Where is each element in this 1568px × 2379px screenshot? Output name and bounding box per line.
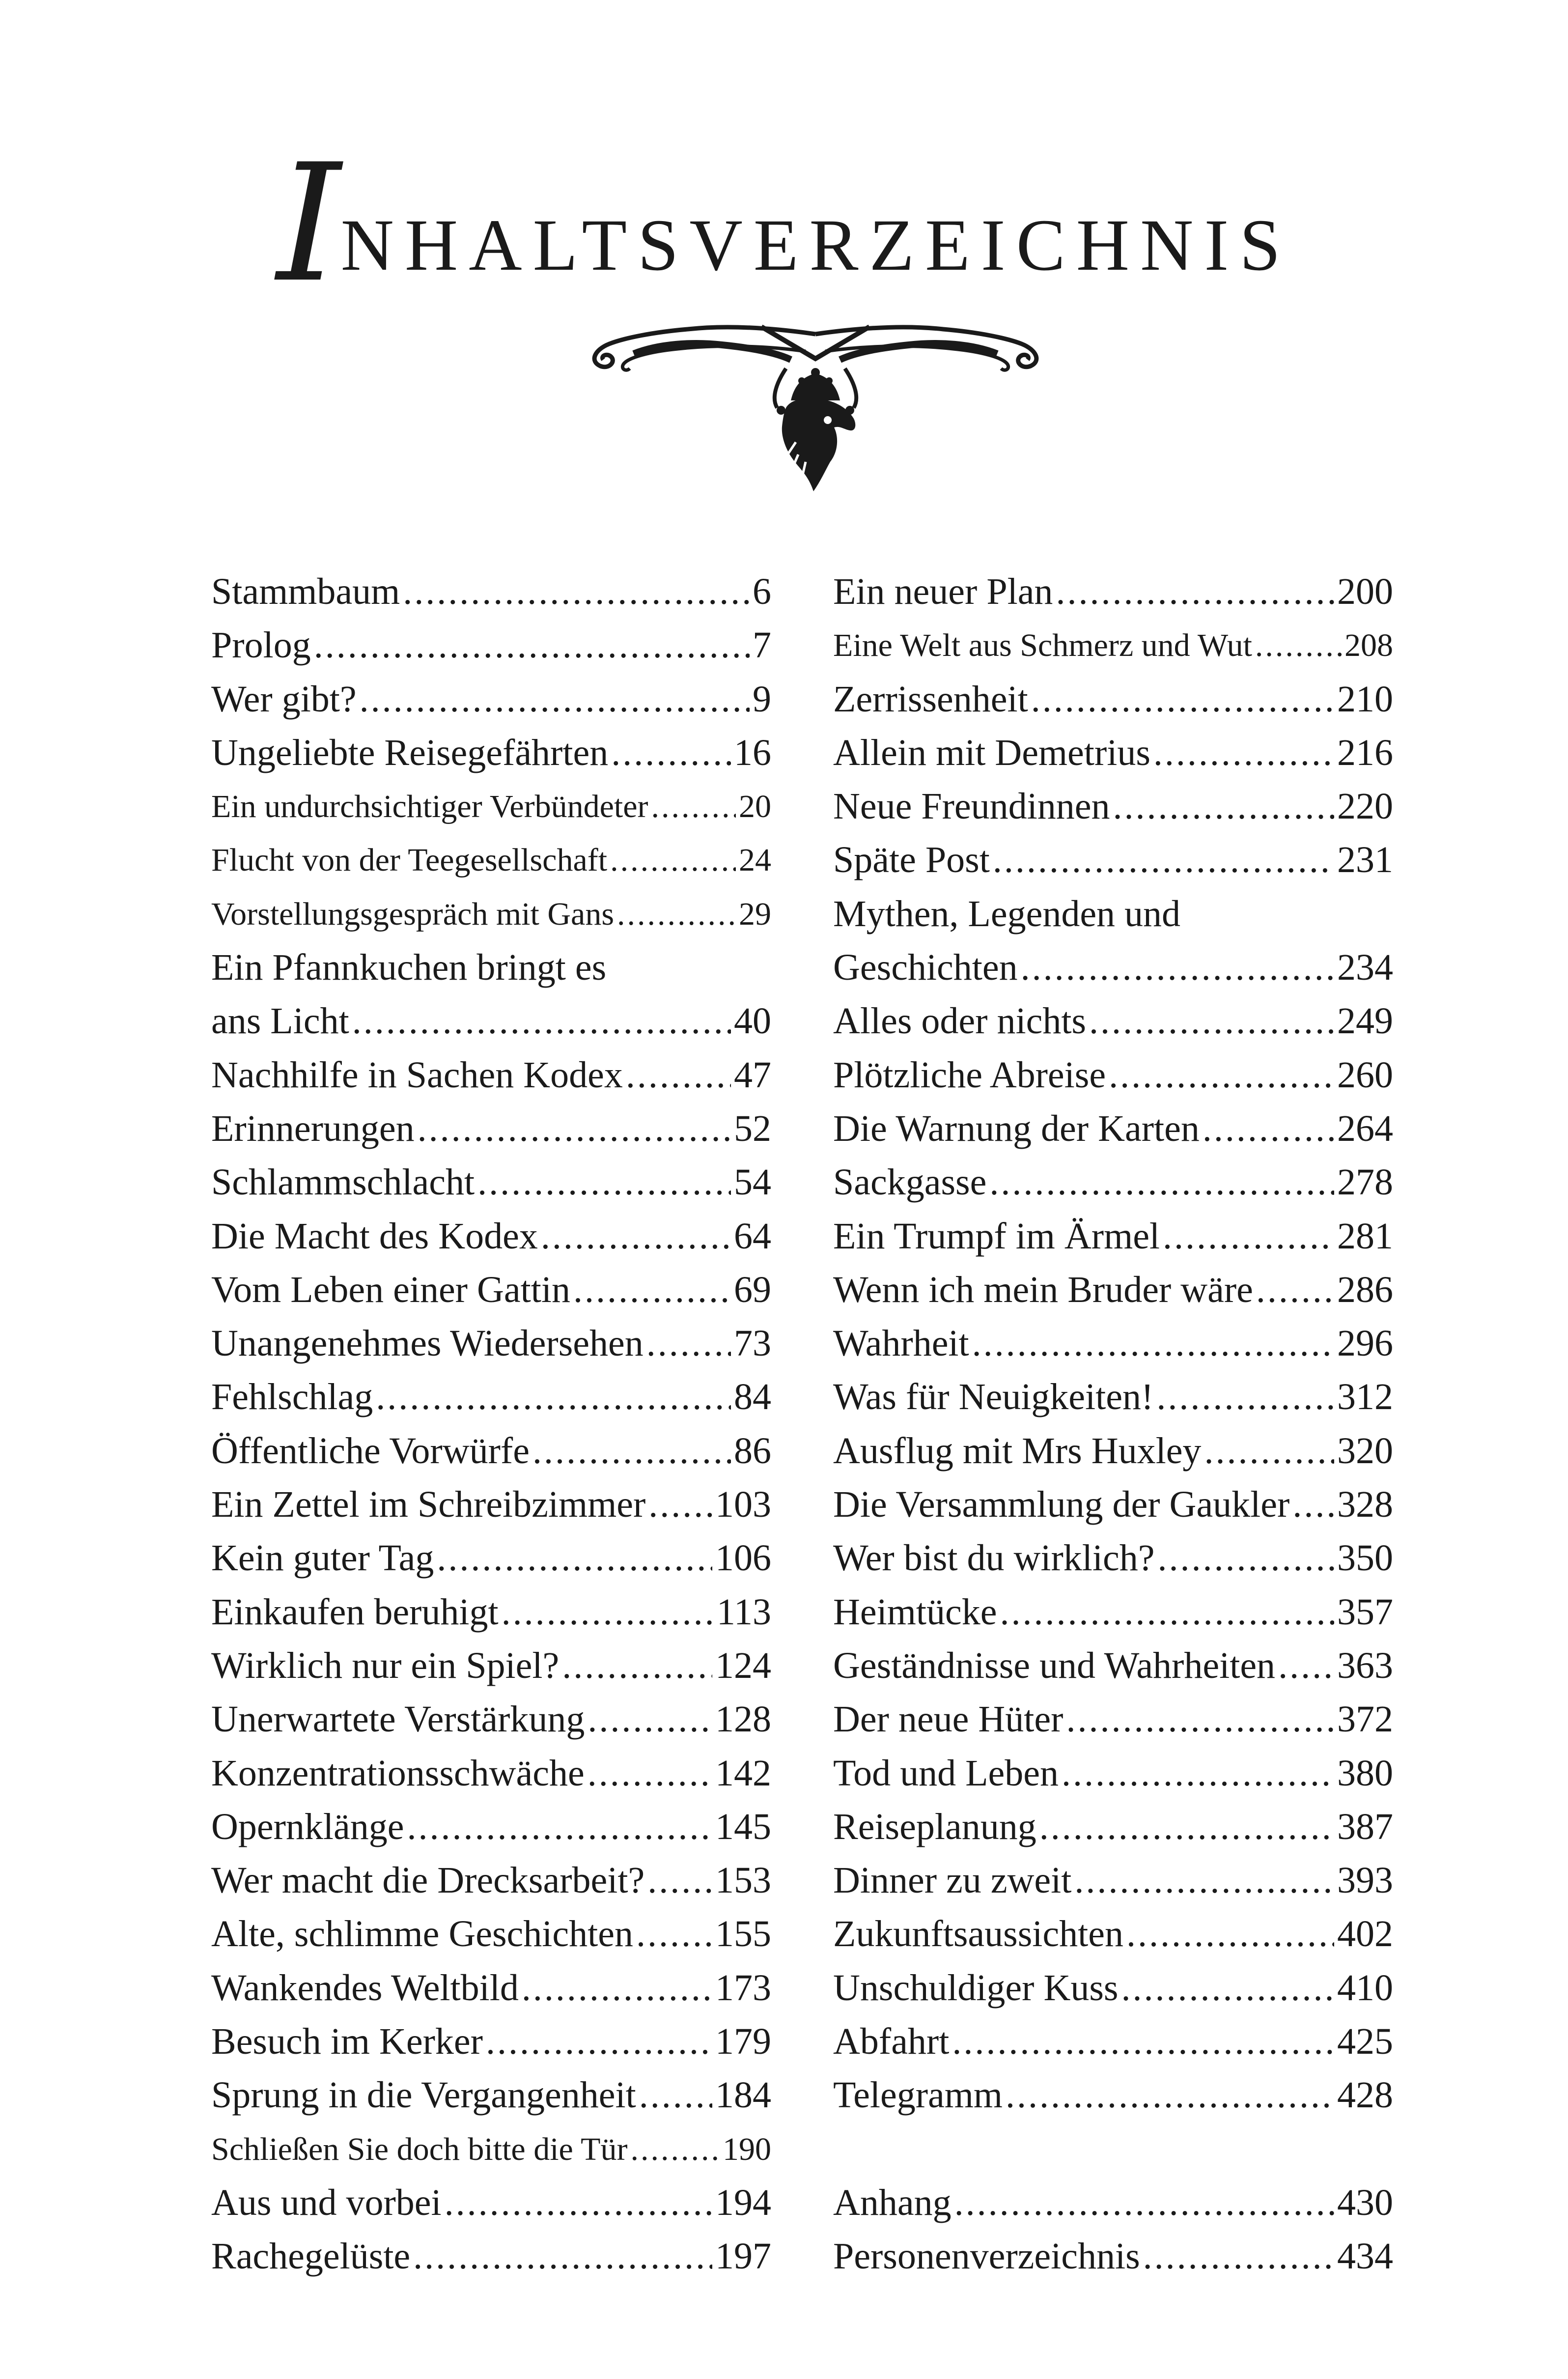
toc-entry-title: Unschuldiger Kuss	[833, 1967, 1119, 2009]
toc-dot-leader	[993, 833, 1334, 887]
toc-entry-page: 54	[734, 1161, 771, 1203]
toc-entry-page: 350	[1337, 1537, 1393, 1579]
toc-entry	[833, 1693, 1393, 1746]
toc-entry-page: 73	[734, 1323, 771, 1364]
toc-entry-page: 402	[1337, 1913, 1393, 1955]
toc-entry-title: Wer gibt?	[211, 678, 357, 720]
toc-entry-page: 281	[1337, 1215, 1393, 1257]
toc-entry	[211, 1210, 771, 1263]
toc-entry-title: Tod und Leben	[833, 1752, 1059, 1794]
toc-entry-page: 84	[734, 1376, 771, 1418]
toc-dot-leader	[360, 673, 750, 726]
title-rest: NHALTSVERZEICHNIS	[340, 204, 1291, 286]
toc-entry-title: Öffentliche Vorwürfe	[211, 1430, 530, 1472]
toc-entry	[833, 1156, 1393, 1209]
toc-entry-page: 210	[1337, 678, 1393, 720]
toc-entry	[211, 833, 771, 887]
toc-dot-leader	[1121, 1961, 1334, 2015]
toc-dot-leader	[610, 833, 736, 887]
toc-entry-page: 179	[715, 2021, 771, 2063]
toc-entry	[211, 1800, 771, 1854]
toc-entry-page: 393	[1337, 1860, 1393, 1901]
toc-dot-leader	[522, 1961, 712, 2015]
toc-dot-leader	[314, 619, 750, 672]
toc-entry	[211, 2123, 771, 2176]
toc-entry-title: Aus und vorbei	[211, 2181, 442, 2223]
toc-entry-title: Zukunftsaussichten	[833, 1913, 1124, 1955]
toc-entry	[833, 1800, 1393, 1854]
toc-entry-page: 29	[739, 896, 771, 932]
toc-entry-page: 328	[1337, 1484, 1393, 1526]
toc-entry-title: Besuch im Kerker	[211, 2021, 483, 2063]
toc-entry-title: Der neue Hüter	[833, 1699, 1064, 1740]
toc-entry-page: 216	[1337, 732, 1393, 773]
toc-entry	[833, 1586, 1393, 1639]
toc-dot-leader	[630, 2123, 720, 2176]
toc-entry-page: 220	[1337, 786, 1393, 827]
toc-entry-title: Wirklich nur ein Spiel?	[211, 1644, 560, 1686]
toc-entry-page: 363	[1337, 1644, 1393, 1686]
toc-entry-title: Schlammschlacht	[211, 1161, 475, 1203]
toc-dot-leader	[1021, 941, 1334, 994]
toc-entry-page: 153	[715, 1860, 771, 1901]
toc-entry-title: Sprung in die Vergangenheit	[211, 2074, 636, 2116]
toc-dot-leader	[972, 1317, 1334, 1370]
toc-entry-title: Ein neuer Plan	[833, 571, 1053, 612]
toc-dot-leader	[954, 2176, 1334, 2230]
toc-dot-leader	[1000, 1586, 1334, 1639]
toc-entry-title: Plötzliche Abreise	[833, 1054, 1106, 1096]
toc-entry	[833, 1747, 1393, 1800]
toc-entry-title: Ein Zettel im Schreibzimmer	[211, 1484, 646, 1526]
toc-entry	[211, 1478, 771, 1531]
toc-dot-leader	[532, 1424, 731, 1478]
toc-entry-title: Opernklänge	[211, 1806, 404, 1847]
toc-dot-leader	[413, 2230, 712, 2283]
toc-entry-page: 40	[734, 1000, 771, 1042]
toc-dot-leader	[626, 1048, 731, 1102]
toc-dot-leader	[1203, 1102, 1334, 1156]
toc-entry	[833, 887, 1393, 941]
toc-entry-page: 286	[1337, 1269, 1393, 1310]
toc-entry	[833, 1210, 1393, 1263]
toc-entry	[833, 2123, 1393, 2176]
toc-entry-page: 278	[1337, 1161, 1393, 1203]
toc-entry-title: Erinnerungen	[211, 1107, 415, 1149]
toc-entry	[211, 1639, 771, 1693]
toc-dot-leader	[1256, 1263, 1334, 1317]
toc-dot-leader	[403, 565, 750, 619]
toc-dot-leader	[952, 2015, 1334, 2068]
toc-entry-page: 128	[715, 1699, 771, 1740]
page-title	[0, 129, 1568, 318]
toc-dot-leader	[648, 1478, 712, 1531]
toc-entry-title: Wer bist du wirklich?	[833, 1537, 1155, 1579]
toc-entry-page: 234	[1337, 947, 1393, 989]
toc-entry	[833, 2176, 1393, 2230]
toc-entry-title: Ungeliebte Reisegefährten	[211, 732, 609, 773]
toc-entry	[211, 2068, 771, 2122]
toc-entry-title: Die Macht des Kodex	[211, 1215, 538, 1257]
toc-entry-title: Späte Post	[833, 839, 990, 881]
toc-entry	[211, 1693, 771, 1746]
toc-dot-leader	[418, 1102, 731, 1156]
toc-entry-page: 113	[716, 1591, 771, 1633]
toc-entry	[833, 1424, 1393, 1478]
toc-dot-leader	[588, 1747, 712, 1800]
toc-entry	[833, 1907, 1393, 1961]
toc-dot-leader	[1278, 1639, 1334, 1693]
toc-entry	[833, 1854, 1393, 1907]
toc-entry	[211, 1156, 771, 1209]
toc-dot-leader	[1204, 1424, 1334, 1478]
toc-dot-leader	[1126, 1907, 1334, 1961]
toc-entry-title: ans Licht	[211, 1000, 349, 1042]
toc-entry	[211, 1961, 771, 2015]
toc-entry	[833, 565, 1393, 619]
toc-right-column	[833, 565, 1393, 2284]
toc-entry	[211, 1048, 771, 1102]
toc-entry	[211, 2015, 771, 2068]
toc-entry-title: Heimtücke	[833, 1591, 997, 1633]
toc-dot-leader	[1006, 2068, 1334, 2122]
toc-entry-page: 260	[1337, 1054, 1393, 1096]
toc-dot-leader	[646, 1317, 731, 1370]
toc-dot-leader	[1255, 619, 1342, 672]
toc-entry-page: 47	[734, 1054, 771, 1096]
toc-entry	[211, 1102, 771, 1156]
toc-entry-page: 264	[1337, 1107, 1393, 1149]
eagle-crest-ornament-icon	[575, 314, 1056, 526]
toc-entry-page: 173	[715, 1967, 771, 2009]
toc-entry-title: Telegramm	[833, 2074, 1003, 2116]
toc-entry-page: 7	[753, 624, 771, 666]
toc-dot-leader	[639, 2068, 712, 2122]
toc-dot-leader	[647, 1854, 712, 1907]
toc-entry	[211, 1747, 771, 1800]
toc-entry-page: 64	[734, 1215, 771, 1257]
toc-entry	[211, 994, 771, 1048]
toc-entry-title: Abfahrt	[833, 2021, 950, 2063]
toc-entry	[833, 726, 1393, 780]
toc-dot-leader	[1031, 673, 1334, 726]
toc-dot-leader	[437, 1531, 712, 1585]
toc-entry-title: Zerrissenheit	[833, 678, 1028, 720]
toc-dot-leader	[502, 1586, 714, 1639]
toc-dot-leader	[611, 726, 731, 780]
toc-dot-leader	[1089, 994, 1334, 1048]
toc-entry-title: Schließen Sie doch bitte die Tür	[211, 2131, 628, 2167]
toc-entry-title: Fehlschlag	[211, 1376, 373, 1418]
toc-entry-title: Geschichten	[833, 947, 1018, 989]
toc-entry-page: 9	[753, 678, 771, 720]
toc-entry-page: 312	[1337, 1376, 1393, 1418]
toc-entry-page: 296	[1337, 1323, 1393, 1364]
toc-dot-leader	[1143, 2230, 1334, 2283]
toc-dot-leader	[588, 1693, 712, 1746]
toc-entry-page: 430	[1337, 2181, 1393, 2223]
toc-dot-leader	[486, 2015, 712, 2068]
toc-entry-title: Stammbaum	[211, 571, 400, 612]
toc-entry	[833, 1102, 1393, 1156]
toc-entry-title: Vorstellungsgespräch mit Gans	[211, 896, 615, 932]
toc-entry-title: Neue Freundinnen	[833, 786, 1110, 827]
toc-entry-page: 142	[715, 1752, 771, 1794]
toc-dot-leader	[1113, 780, 1334, 833]
toc-entry-page: 24	[739, 842, 771, 878]
toc-entry	[833, 2230, 1393, 2283]
toc-entry-title: Geständnisse und Wahrheiten	[833, 1644, 1276, 1686]
toc-dot-leader	[1163, 1210, 1334, 1263]
toc-entry-page: 145	[715, 1806, 771, 1847]
toc-entry-title: Ein Pfannkuchen bringt es	[211, 947, 607, 989]
toc-dot-leader	[989, 1156, 1334, 1209]
toc-dot-leader	[1158, 1531, 1335, 1585]
toc-entry-title: Alles oder nichts	[833, 1000, 1087, 1042]
toc-entry	[833, 1370, 1393, 1424]
toc-entry-page: 52	[734, 1107, 771, 1149]
toc-entry-page: 124	[715, 1644, 771, 1686]
toc-entry	[211, 1370, 771, 1424]
toc-entry	[211, 1531, 771, 1585]
toc-entry-title: Ein Trumpf im Ärmel	[833, 1215, 1160, 1257]
toc-entry-page: 69	[734, 1269, 771, 1310]
toc-entry-page: 434	[1337, 2236, 1393, 2277]
toc-entry-page: 387	[1337, 1806, 1393, 1847]
toc-entry-title: Alte, schlimme Geschichten	[211, 1913, 633, 1955]
toc-entry	[211, 2176, 771, 2230]
toc-entry-title: Kein guter Tag	[211, 1537, 434, 1579]
toc-entry-title: Vom Leben einer Gattin	[211, 1269, 570, 1310]
toc-entry-page: 200	[1337, 571, 1393, 612]
toc-dot-leader	[1056, 565, 1334, 619]
toc-entry-page: 6	[753, 571, 771, 612]
toc-entry-title: Wahrheit	[833, 1323, 969, 1364]
toc-entry-page: 155	[715, 1913, 771, 1955]
toc-entry-page: 197	[715, 2236, 771, 2277]
toc-dot-leader	[477, 1156, 731, 1209]
toc-dot-leader	[1039, 1800, 1334, 1854]
toc-entry	[833, 1317, 1393, 1370]
toc-entry	[833, 2015, 1393, 2068]
toc-dot-leader	[445, 2176, 712, 2230]
toc-entry-title: Eine Welt aus Schmerz und Wut	[833, 627, 1252, 664]
toc-entry-title: Konzentrationsschwäche	[211, 1752, 585, 1794]
toc-entry-title: Personenverzeichnis	[833, 2236, 1140, 2277]
toc-entry	[833, 941, 1393, 994]
toc-entry-title: Anhang	[833, 2181, 952, 2223]
toc-dot-leader	[617, 887, 736, 941]
toc-entry-title: Nachhilfe in Sachen Kodex	[211, 1054, 623, 1096]
toc-entry	[833, 1048, 1393, 1102]
toc-entry-title: Was für Neuigkeiten!	[833, 1376, 1154, 1418]
toc-entry-title: Einkaufen beruhigt	[211, 1591, 499, 1633]
toc-entry-title: Prolog	[211, 624, 311, 666]
toc-entry-page: 249	[1337, 1000, 1393, 1042]
toc-entry-page: 372	[1337, 1699, 1393, 1740]
toc-entry	[833, 780, 1393, 833]
toc-entry-page: 86	[734, 1430, 771, 1472]
toc-dot-leader	[1066, 1693, 1334, 1746]
toc-entry-title: Unangenehmes Wiedersehen	[211, 1323, 644, 1364]
toc-dot-leader	[407, 1800, 712, 1854]
toc-left-column	[211, 565, 771, 2284]
toc-entry-page: 106	[715, 1537, 771, 1579]
toc-dot-leader	[1153, 726, 1334, 780]
toc-entry	[211, 2230, 771, 2283]
toc-entry-page: 425	[1337, 2021, 1393, 2063]
toc-entry-page: 380	[1337, 1752, 1393, 1794]
toc-entry	[833, 994, 1393, 1048]
toc-entry-title: Mythen, Legenden und	[833, 893, 1181, 935]
toc-entry-page: 410	[1337, 1967, 1393, 2009]
toc-entry	[211, 673, 771, 726]
toc-dot-leader	[562, 1639, 712, 1693]
toc-dot-leader	[376, 1370, 731, 1424]
toc-entry	[833, 1531, 1393, 1585]
toc-dot-leader	[573, 1263, 731, 1317]
toc-entry-page: 428	[1337, 2074, 1393, 2116]
toc-entry	[211, 1317, 771, 1370]
toc-entry	[833, 619, 1393, 672]
toc-dot-leader	[352, 994, 731, 1048]
toc-entry	[833, 833, 1393, 887]
toc-entry	[833, 2068, 1393, 2122]
toc-entry-title: Ausflug mit Mrs Huxley	[833, 1430, 1202, 1472]
toc-dot-leader	[1292, 1478, 1334, 1531]
title-initial: I	[277, 129, 341, 318]
toc-entry-page: 103	[715, 1484, 771, 1526]
toc-entry-page: 20	[739, 789, 771, 825]
toc-entry-title: Die Warnung der Karten	[833, 1107, 1200, 1149]
toc-entry-page: 357	[1337, 1591, 1393, 1633]
toc-entry	[833, 1639, 1393, 1693]
toc-entry-page: 16	[734, 732, 771, 773]
toc-entry-title: Wankendes Weltbild	[211, 1967, 519, 2009]
toc-dot-leader	[636, 1907, 712, 1961]
toc-entry-title: Die Versammlung der Gaukler	[833, 1484, 1290, 1526]
toc-dot-leader	[651, 780, 736, 833]
toc-dot-leader	[1156, 1370, 1334, 1424]
toc-entry-title: Dinner zu zweit	[833, 1860, 1072, 1901]
toc-entry-title: Ein undurchsichtiger Verbündeter	[211, 789, 648, 825]
toc-entry	[211, 1424, 771, 1478]
toc-entry	[211, 565, 771, 619]
toc-entry-page: 208	[1344, 627, 1393, 664]
toc-entry	[211, 619, 771, 672]
toc-dot-leader	[1074, 1854, 1334, 1907]
toc-entry-page: 184	[715, 2074, 771, 2116]
toc-entry	[833, 1263, 1393, 1317]
toc-dot-leader	[541, 1210, 731, 1263]
toc-entry-title: Rachegelüste	[211, 2236, 411, 2277]
toc-entry	[833, 1478, 1393, 1531]
toc-entry	[211, 1586, 771, 1639]
toc-dot-leader	[1109, 1048, 1334, 1102]
toc-entry-title: Reiseplanung	[833, 1806, 1036, 1847]
toc-entry	[211, 1907, 771, 1961]
toc-entry	[211, 780, 771, 833]
toc-entry-page: 231	[1337, 839, 1393, 881]
toc-entry	[833, 673, 1393, 726]
toc-entry-page: 320	[1337, 1430, 1393, 1472]
toc-entry-title: Wenn ich mein Bruder wäre	[833, 1269, 1253, 1310]
toc-entry	[211, 887, 771, 941]
toc-entry-page: 194	[715, 2181, 771, 2223]
toc-entry-title: Wer macht die Drecksarbeit?	[211, 1860, 645, 1901]
toc-entry	[833, 1961, 1393, 2015]
toc-entry	[211, 726, 771, 780]
toc-entry-title: Allein mit Demetrius	[833, 732, 1150, 773]
toc-entry	[211, 1854, 771, 1907]
toc-entry-title: Flucht von der Teegesellschaft	[211, 842, 608, 878]
toc-entry	[211, 1263, 771, 1317]
toc-dot-leader	[1062, 1747, 1334, 1800]
toc-entry-page: 190	[723, 2131, 771, 2167]
toc-entry	[211, 941, 771, 994]
toc-entry-title: Unerwartete Verstärkung	[211, 1699, 585, 1740]
toc-entry-title: Sackgasse	[833, 1161, 987, 1203]
